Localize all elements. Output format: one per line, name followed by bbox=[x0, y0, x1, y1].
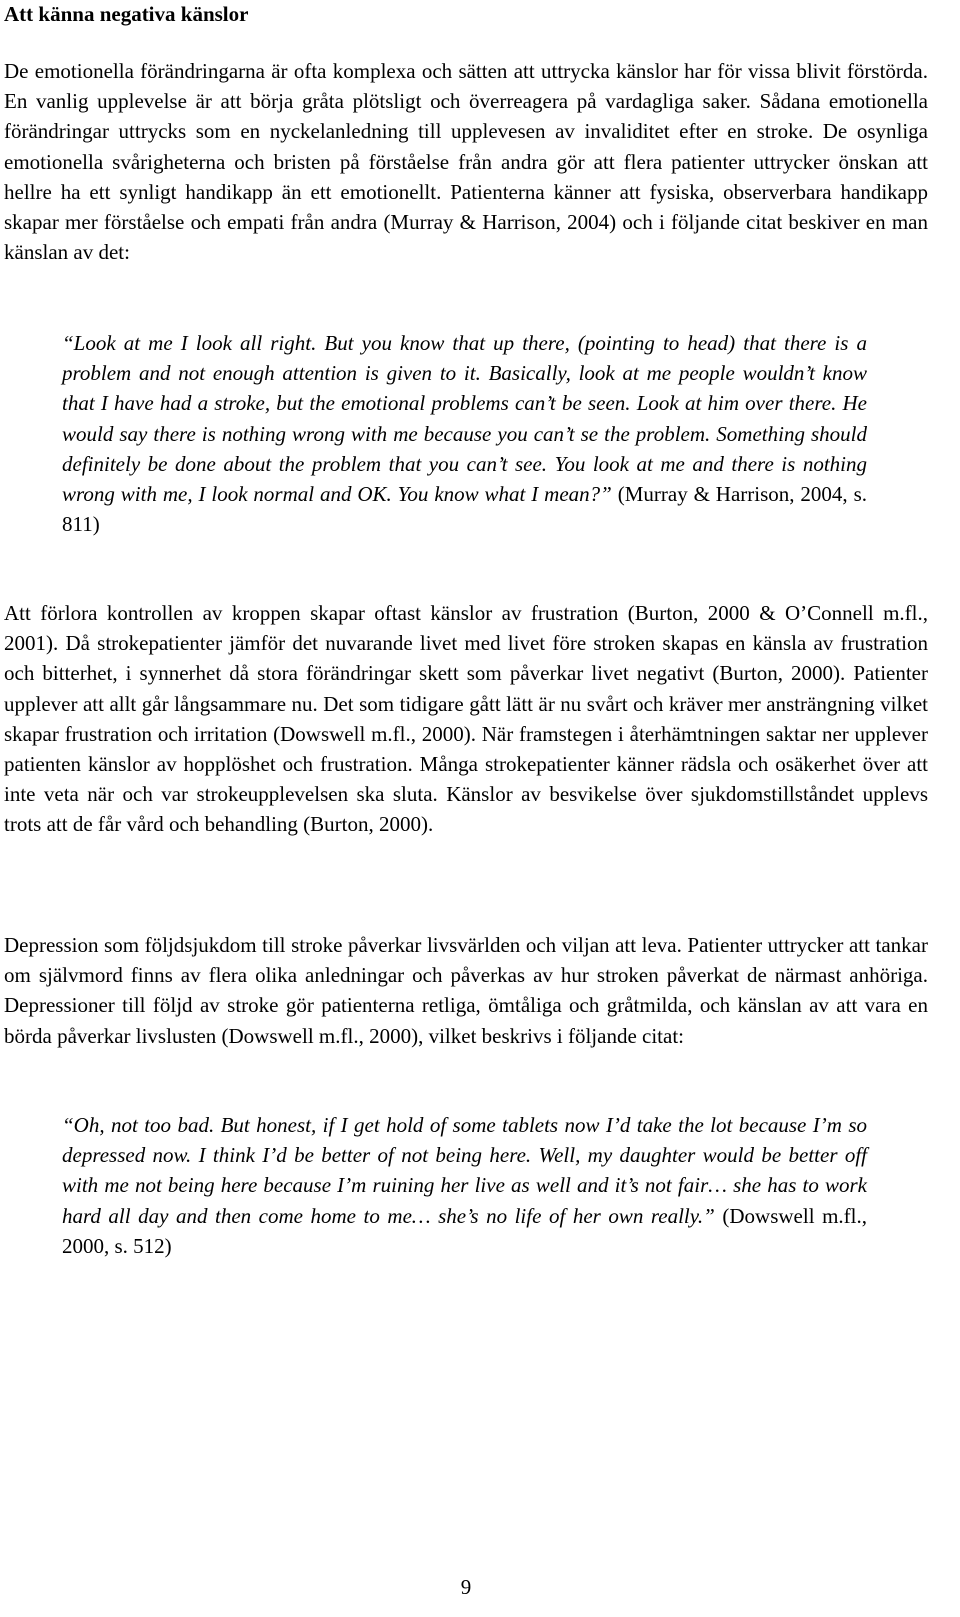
section-heading: Att känna negativa känslor bbox=[4, 2, 249, 26]
block-quote-2 bbox=[62, 1110, 867, 1261]
paragraph-1: De emotionella förändringarna är ofta komplexa och sätten att uttrycka känslor har för vissa blivit förstörda. En vanlig upplevelse är att börja gråta plötsligt och överreagera på vardagliga saker. Sådana emotionella förändringar uttrycks som en nyckelanledning till upplevesen av invaliditet efter en stroke. De osynliga emotionella svårigheterna och bristen på förståelse från andra gör att flera patienter uttrycker önskan att hellre ha ett synligt handikapp än ett emotionellt. Patienterna känner att fysiska, observerbara handikapp skapar mer förståelse och empati från andra (Murray & Harrison, 2004) och i följande citat beskiver en man känslan av det: bbox=[4, 59, 928, 265]
block-quote-1 bbox=[62, 328, 867, 539]
paragraph-2: Att förlora kontrollen av kroppen skapar oftast känslor av frustration (Burton, 2000 & O’Connell m.fl., 2001). Då strokepatienter jämför det nuvarande livet med livet före stroken skapas en känsla av frustration och bitterhet, i synnerhet då stora förändringar skett som påverkar livet negativt (Burton, 2000). Patienter upplever att allt går långsammare nu. Det som tidigare gått lätt är nu svårt och kräver mer ansträngning vilket skapar frustration och irritation (Dowswell m.fl., 2000). När framstegen i återhämtningen saktar ner upplever patienten känslor av hopplöshet och frustration. Många strokepatienter känner rädsla och osäkerhet över att inte veta när och var strokeupplevelsen ska sluta. Känslor av besvikelse över sjukdomstillståndet upplevs trots att de får vård och behandling (Burton, 2000). bbox=[4, 601, 928, 837]
paragraph-3: Depression som följdsjukdom till stroke påverkar livsvärlden och viljan att leva. Patienter uttrycker att tankar om självmord finns av flera olika anledningar och påverkas av hur stroken påverkat de närmast anhöriga. Depressioner till följd av stroke gör patienterna retliga, ömtåliga och gråtmilda, och känslan av att vara en börda påverkar livslusten (Dowswell m.fl., 2000), vilket beskrivs i följande citat: bbox=[4, 933, 928, 1048]
quote-2-citation: (Dowswell m.fl., 2000, s. 512) bbox=[62, 1203, 867, 1258]
page-number: 9 bbox=[460, 1575, 472, 1599]
quote-2-text: “Oh, not too bad. But honest, if I get hold of some tablets now I’d take the lot because I’m so depressed now. I think I’d be better of not being here. Well, my daughter would be better off with me not being here because I’m ruining her live as well and it’s not fair… she has to work hard all day and then come home to me… she’s no life of her own really.” bbox=[62, 1113, 867, 1228]
quote-1-citation: (Murray & Harrison, 2004, s. 811) bbox=[62, 482, 867, 537]
quote-1-text: “Look at me I look all right. But you know that up there, (pointing to head) that there is a problem and not enough attention is given to it. Basically, look at me people wouldn’t know that I have had a stroke, but the emotional problems can’t be seen. Look at him over there. He would say there is nothing wrong with me because you can’t se the problem. Something should definitely be done about the problem that you can’t see. You look at me and there is nothing wrong with me, I look normal and OK. You know what I mean?” bbox=[62, 331, 867, 507]
